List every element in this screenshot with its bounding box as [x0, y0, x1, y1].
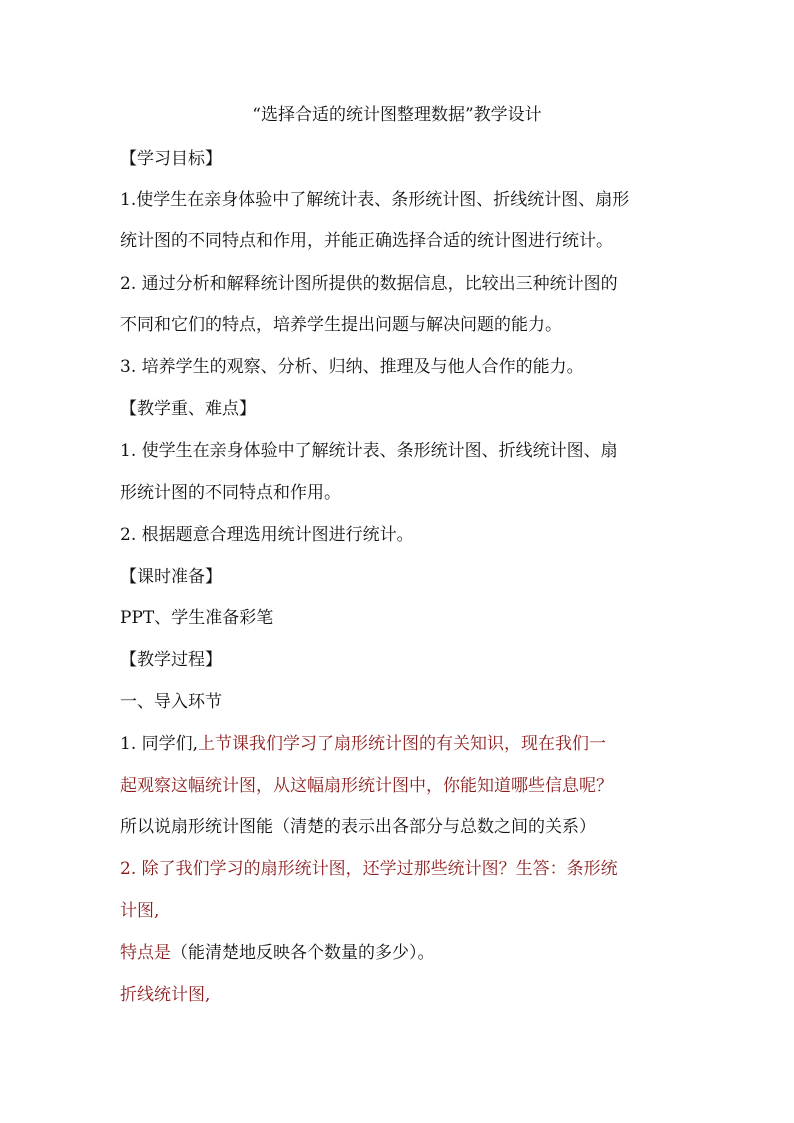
process-p1-line1-highlight: 上节课我们学习了扇形统计图的有关知识，现在我们一	[198, 734, 607, 754]
process-heading: 【教学过程】	[120, 650, 222, 670]
prep-content: PPT、学生准备彩笔	[120, 608, 274, 628]
process-p2-line2: 计图,	[120, 901, 160, 921]
process-p1-line1	[120, 732, 606, 756]
document-title: “选择合适的统计图整理数据”教学设计	[252, 105, 542, 125]
goals-item2-line1: 2. 通过分析和解释统计图所提供的数据信息，比较出三种统计图的	[120, 274, 618, 294]
goals-item3: 3. 培养学生的观察、分析、归纳、推理及与他人合作的能力。	[120, 357, 584, 377]
process-p2-line1: 2. 除了我们学习的扇形统计图，还学过那些统计图？生答：条形统	[120, 859, 618, 879]
goals-heading: 【学习目标】	[120, 149, 222, 169]
keypoints-heading: 【教学重、难点】	[120, 399, 256, 419]
keypoints-item1-line1: 1. 使学生在亲身体验中了解统计表、条形统计图、折线统计图、扇	[120, 441, 618, 461]
process-p2-line4: 折线统计图,	[120, 985, 211, 1005]
prep-heading: 【课时准备】	[120, 567, 222, 587]
process-p1-line1-start: 1. 同学们,	[120, 734, 199, 754]
keypoints-item1-line2: 形统计图的不同特点和作用。	[120, 483, 341, 503]
goals-item1-line2: 统计图的不同特点和作用，并能正确选择合适的统计图进行统计。	[120, 231, 613, 251]
process-subheading-1: 一、导入环节	[120, 692, 222, 712]
process-p2-line3-rest: （能清楚地反映各个数量的多少）。	[171, 943, 435, 963]
process-p1-line2: 起观察这幅统计图，从这幅扇形统计图中，你能知道哪些信息呢？	[120, 776, 613, 796]
process-p2-line3	[120, 941, 435, 965]
keypoints-item2: 2. 根据题意合理选用统计图进行统计。	[120, 525, 414, 545]
process-p1-line3: 所以说扇形统计图能（清楚的表示出各部分与总数之间的关系）	[120, 817, 596, 837]
process-p2-line3-start: 特点是	[120, 943, 171, 963]
goals-item1-line1: 1.使学生在亲身体验中了解统计表、条形统计图、折线统计图、扇形	[120, 190, 630, 210]
goals-item2-line2: 不同和它们的特点，培养学生提出问题与解决问题的能力。	[120, 315, 562, 335]
